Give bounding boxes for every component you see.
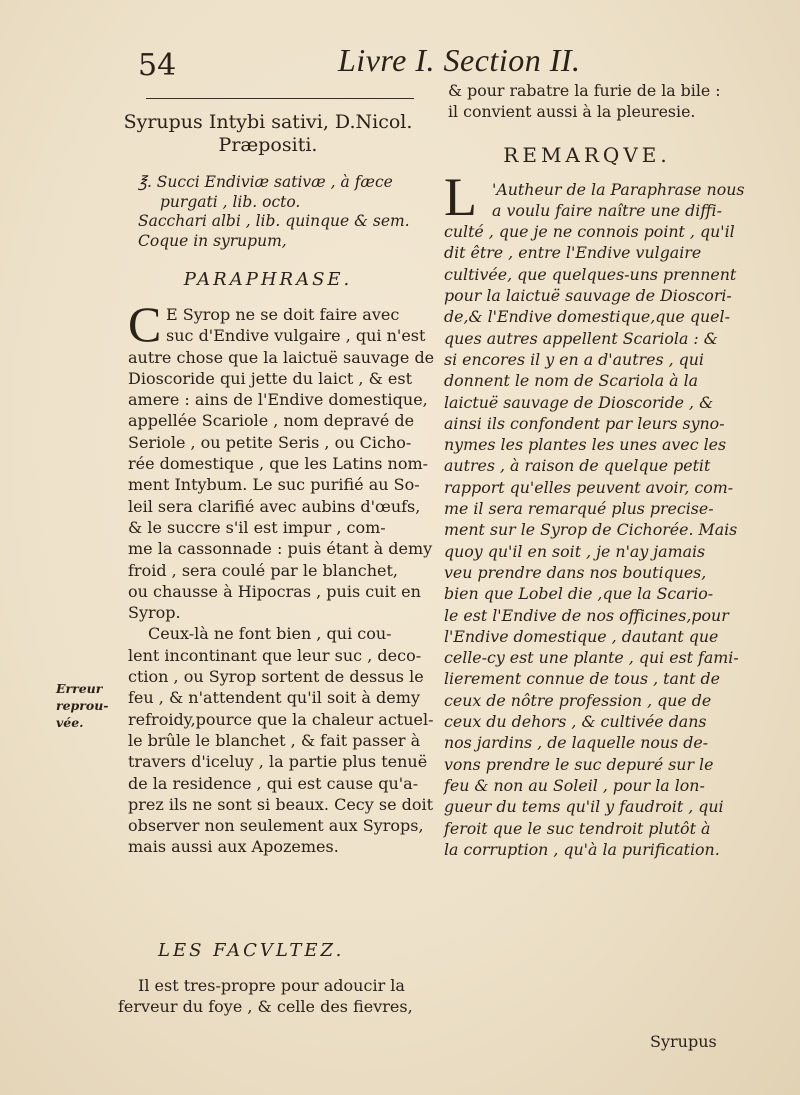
text-line: rée domestique , que les Latins nom- [128,454,429,474]
text-line: donnent le nom de Scariola à la [444,371,699,391]
catchword: Syrupus [650,1032,717,1051]
text-line: lent incontinant que leur suc , deco- [128,645,422,665]
recipe-line: Sacchari albi , lib. quinque & sem. [138,212,410,230]
text-line: ferveur du foye , & celle des fievres, [118,997,413,1017]
text-line: vons prendre le suc depuré sur le [444,754,714,774]
text-line: nos jardins , de laquelle nous de- [444,733,709,753]
text-line: Seriole , ou petite Seris , ou Cicho- [128,432,412,452]
text-line: & pour rabatre la furie de la bile : [448,81,721,100]
remarque-heading: REMARQVE. [503,142,671,167]
paraphrase-heading: PARAPHRASE. [183,269,353,290]
text-line: ment sur le Syrop de Cichorée. Mais [444,520,738,540]
drop-cap: C [128,296,162,352]
recipe-line: purgati , lib. octo. [160,192,301,211]
recipe-line: Coque in syrupum, [138,231,287,250]
text-line: refroidy,pource que la chaleur actuel- [128,709,434,729]
paragraph-two [118,623,434,857]
recipe-formula [118,173,418,251]
text-line: amere : ains de l'Endive domestique, [128,390,428,410]
text-line: l'Endive domestique , dautant que [444,626,719,646]
text-line: celle-cy est une plante , qui est fami- [444,648,739,668]
text-line: laictuë sauvage de Dioscoride , & [444,392,714,412]
margin-note-line: reprou- [56,698,109,713]
text-line: feu , & n'attendent qu'il soit à demy [128,688,420,708]
text-line: ainsi ils confondent par leurs syno- [444,413,725,433]
text-line: veu prendre dans nos boutiques, [444,562,707,582]
text-line: ceux du dehors , & cultivée dans [444,712,707,732]
text-line: culté , que je ne connois point , qu'il [444,222,735,242]
text-line: bien que Lobel die ,que la Scario- [444,584,714,604]
recipe-title [118,111,418,157]
text-line: prez ils ne sont si beaux. Cecy se doit [128,794,434,814]
text-line: observer non seulement aux Syrops, [128,816,424,836]
text-line: de,& l'Endive domestique,que quel- [444,307,730,327]
page-number: 54 [138,48,177,83]
left-column [118,80,435,858]
text-line: Il est tres-propre pour adoucir la [138,976,405,995]
text-line: de la residence , qui est cause qu'a- [128,773,419,793]
running-title: Livre I. Section II. [338,42,581,78]
text-line: feu & non au Soleil , pour la lon- [444,775,705,795]
text-line: Dioscoride qui jette du laict , & est [128,368,413,388]
text-line: froid , sera coulé par le blanchet, [128,560,398,580]
margin-note-line: vée. [56,715,84,730]
text-line: ceux de nôtre profession , que de [444,690,712,710]
facultez-heading: LES FACVLTEZ. [158,940,345,961]
text-line: gueur du tems qu'il y faudroit , qui [444,797,724,817]
header-rule [146,98,414,99]
text-line: dit être , entre l'Endive vulgaire [444,243,702,263]
text-line: me la cassonnade : puis étant à demy [128,539,433,559]
facultez-section [118,940,418,1018]
text-line: ques autres appellent Scariola : & [444,328,718,348]
text-line: Syrop. [128,603,181,623]
text-line: nymes les plantes les unes avec les [444,435,727,455]
text-line: autres , à raison de quelque petit [444,456,711,476]
text-line: il convient aussi à la pleuresie. [448,102,696,122]
text-line: le est l'Endive de nos officines,pour [444,605,729,625]
text-line: la corruption , qu'à la purification. [444,839,720,859]
text-line: me il sera remarqué plus precise- [444,499,714,519]
text-line: lierement connue de tous , tant de [444,669,720,689]
paraphrase-paragraph [118,296,435,623]
text-line: E Syrop ne se doit faire avec [166,305,400,324]
right-column [428,80,746,860]
text-line: & le succre s'il est impur , com- [128,517,386,537]
margin-note-line: Erreur [56,681,103,696]
margin-note [56,680,116,731]
drop-cap: L [444,166,477,227]
text-line: Ceux-là ne font bien , qui cou- [148,624,392,644]
text-line: ction , ou Syrop sortent de dessus le [128,667,424,687]
text-line: 'Autheur de la Paraphrase nous [492,179,745,199]
text-line: autre chose que la laictuë sauvage de [128,347,435,367]
text-line: suc d'Endive vulgaire , qui n'est [166,326,426,346]
text-line: travers d'iceluy , la partie plus tenuë [128,752,428,772]
text-line: cultivée, que quelques-uns prennent [444,264,737,284]
text-line: leil sera clarifié avec aubins d'œufs, [128,496,421,516]
text-line: rapport qu'elles peuvent avoir, com- [444,477,734,497]
text-line: si encores il y en a d'autres , qui [444,349,704,369]
text-line: mais aussi aux Apozemes. [128,837,339,857]
recipe-line: ℥. Succi Endiviæ sativæ , à fæce [138,173,393,191]
text-line: appellée Scariole , nom depravé de [128,411,415,431]
text-line: pour la laictuë sauvage de Dioscori- [444,286,732,306]
text-line: ou chausse à Hipocras , puis cuit en [128,581,421,601]
text-line: le brûle le blanchet , & fait passer à [128,730,421,750]
text-line: a voulu faire naître une diffi- [492,200,722,220]
remarque-paragraph [428,166,746,861]
text-line: feroit que le suc tendroit plutôt à [444,818,711,838]
recipe-title-line: Præpositi. [218,134,318,156]
text-line: ment Intybum. Le suc purifié au So- [128,475,420,495]
text-line: quoy qu'il en soit , je n'ay jamais [444,541,706,561]
recipe-title-line: Syrupus Intybi sativi, D.Nicol. [123,111,413,133]
